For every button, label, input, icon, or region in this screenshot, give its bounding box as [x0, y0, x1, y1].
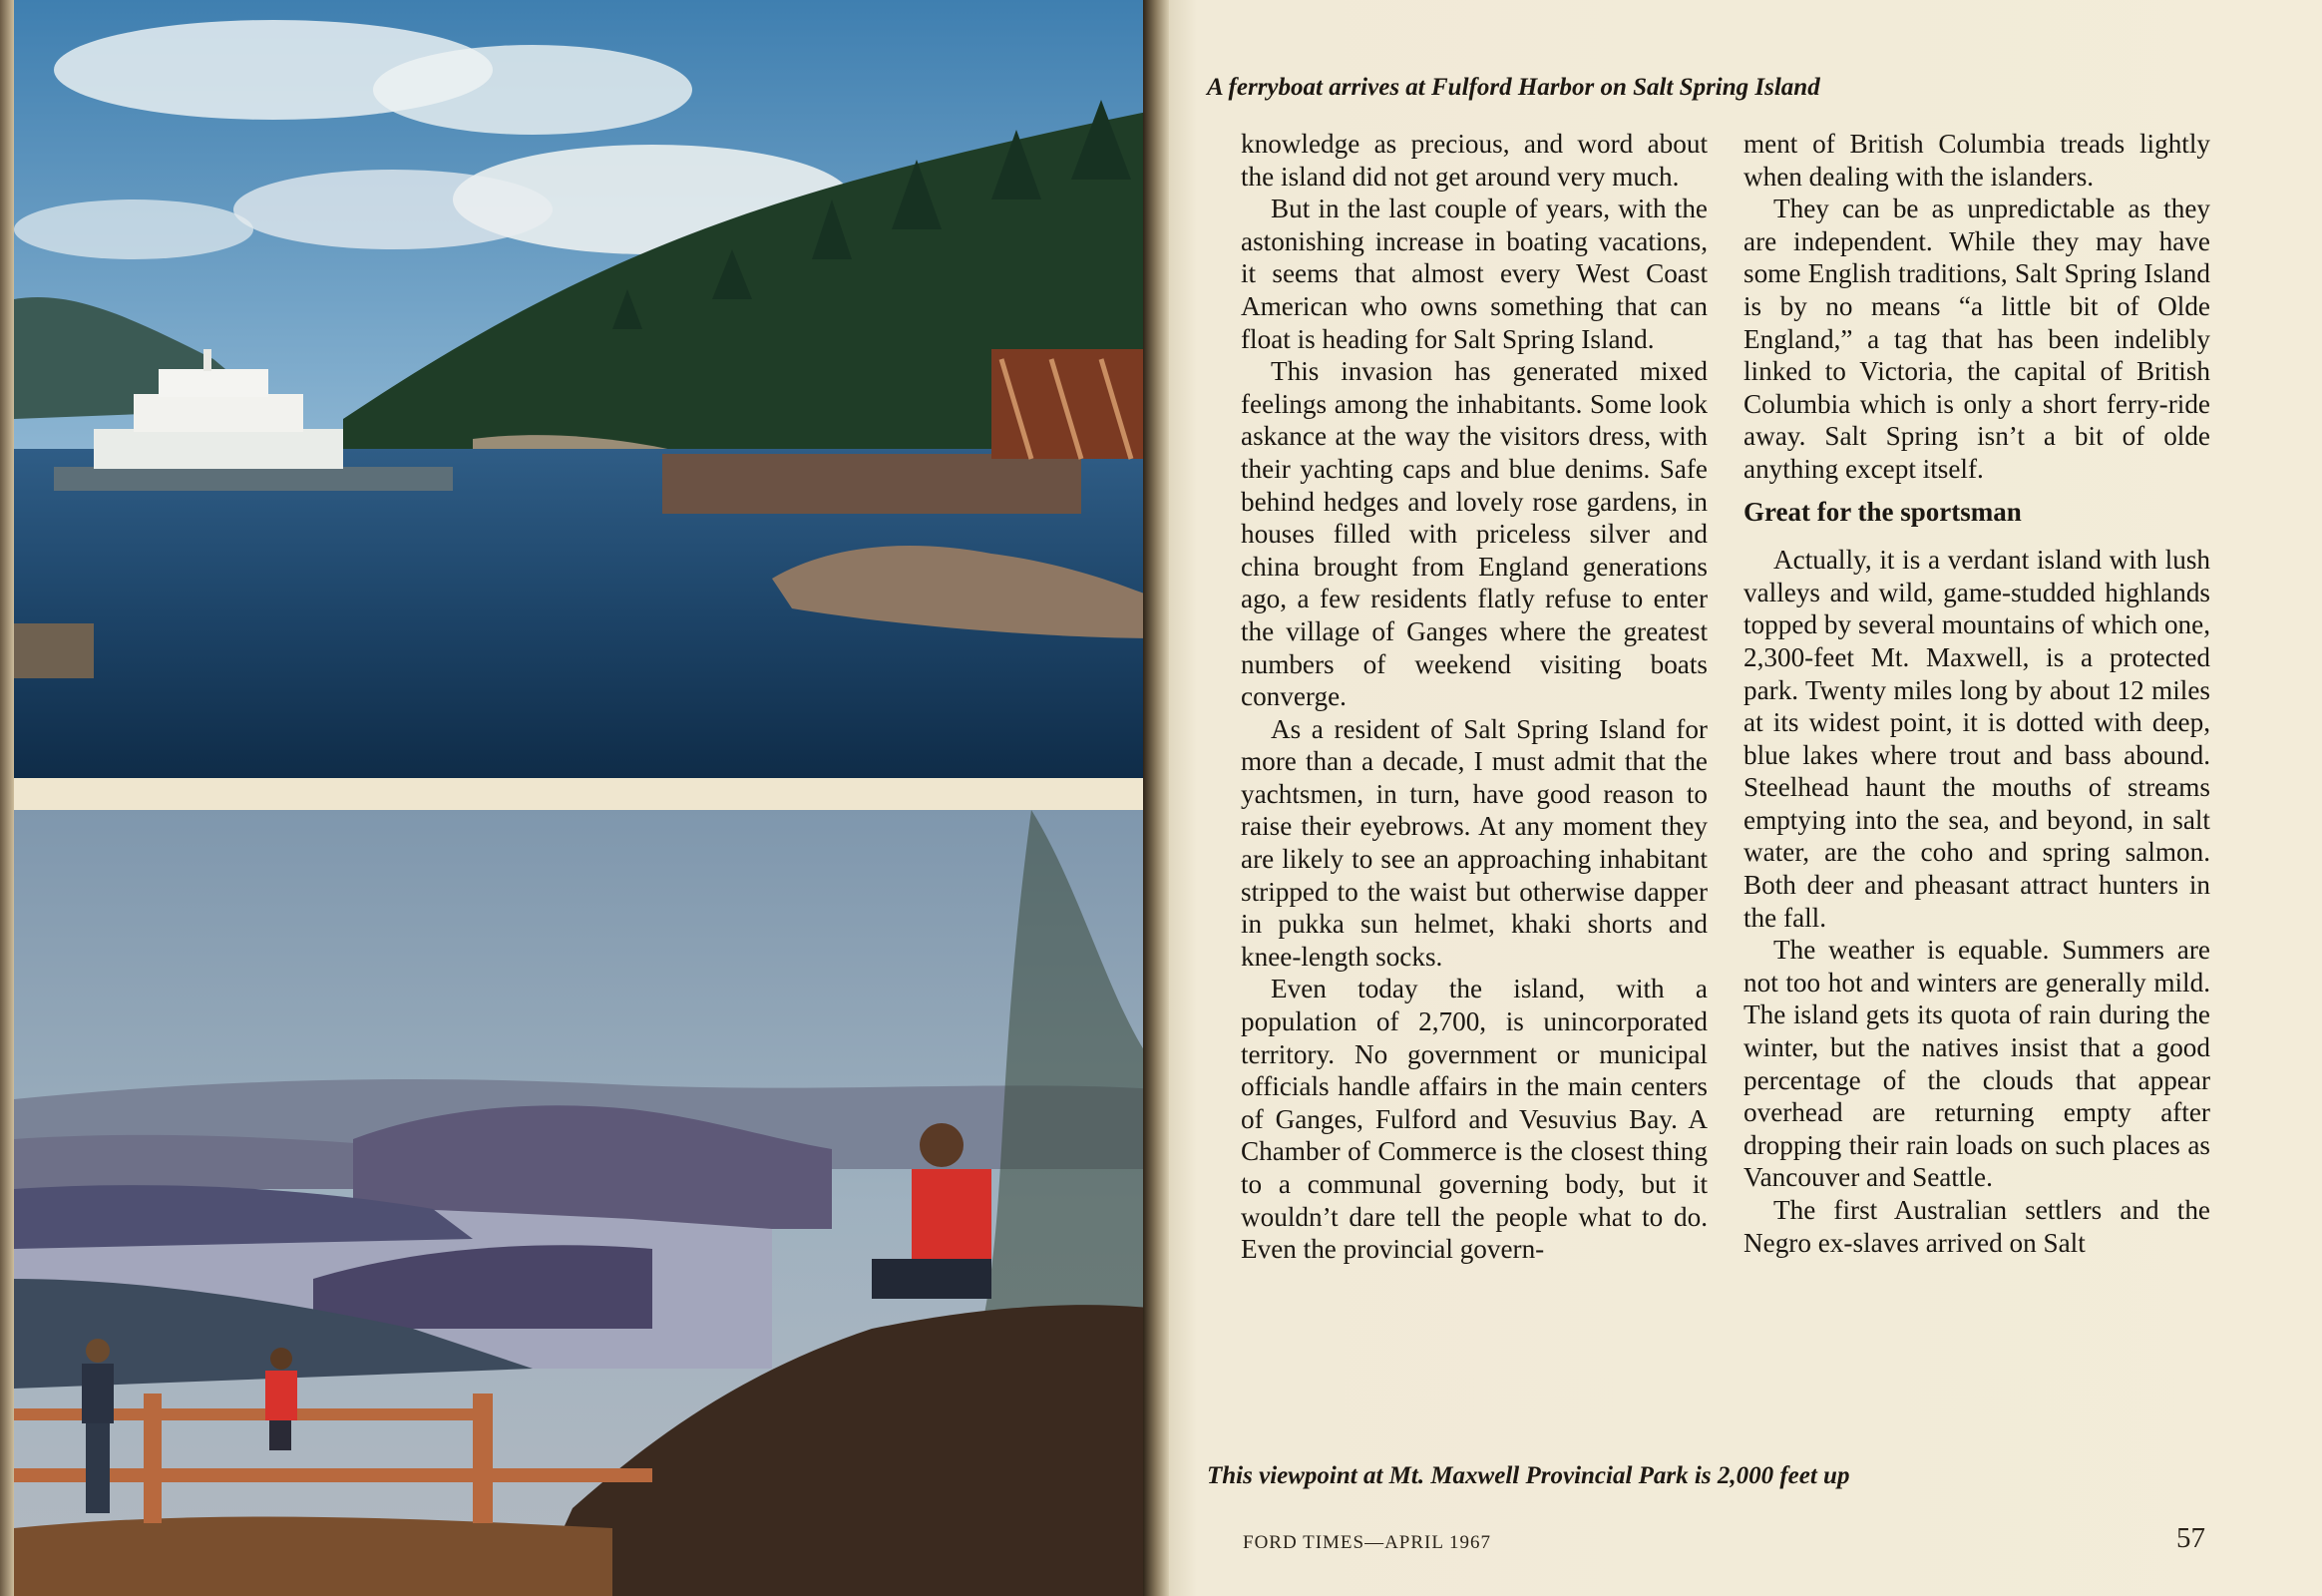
text-column-2 [1743, 128, 2210, 1259]
paragraph: ment of British Columbia treads lightly when dealing with the islanders. [1743, 129, 2210, 192]
page-number: 57 [2176, 1522, 2205, 1554]
text-column-1 [1241, 128, 1708, 1266]
viewpoint-photo-illustration [14, 810, 1157, 1596]
paragraph: Actually, it is a verdant island with lush valleys and wild, game-studded highlands topped by several mountains of which one, 2,300-feet Mt. Maxwell, is a protected park. Twenty miles long by about 12 miles at its widest point, it is dotted with deep, blue lakes where trout and bass abound. Steelhead haunt the mouths of streams emptying into the sea, and beyond, in salt water, are the coho and spring salmon. Both deer and pheasant attract hunters in the fall. [1743, 545, 2210, 933]
section-subheading: Great for the sportsman [1743, 496, 2022, 527]
page-edge [0, 0, 14, 1596]
paragraph: knowledge as precious, and word about the island did not get around very much. [1241, 129, 1708, 192]
paragraph: As a resident of Salt Spring Island for more than a decade, I must admit that the yachtsmen, in turn, have good reason to raise their eyebrows. At any moment they are likely to see an approaching inhabitant stripped to the waist but otherwise dapper in pukka sun helmet, khaki shorts and knee-length socks. [1241, 713, 1708, 972]
ferry-photo [14, 0, 1157, 778]
paragraph: They can be as unpredictable as they are independent. While they may have some English traditions, Salt Spring Island is by no means “a little bit of Olde England,” a tag that has been indelibly linked to Victoria, the capital of British Columbia which is only a short ferry-ride away. Salt Spring isn’t a bit of olde anything except itself. [1743, 194, 2210, 484]
left-page [0, 0, 1157, 1596]
paragraph: Even today the island, with a population of 2,700, is unincorporated territory. No government or municipal officials handle affairs in the main centers of Ganges, Fulford and Vesuvius Bay. A Chamber of Commerce is the closest thing to a communal governing body, but it wouldn’t dare tell the people what to do. Even the provincial govern- [1241, 974, 1708, 1265]
paragraph: This invasion has generated mixed feelings among the inhabitants. Some look askance at the way the visitors dress, with their yachting caps and blue denims. Safe behind hedges and lovely rose gardens, in houses filled with priceless silver and china brought from England generations ago, a few residents flatly refuse to enter the village of Ganges where the greatest numbers of weekend visiting boats converge. [1241, 356, 1708, 712]
bottom-photo-caption: This viewpoint at Mt. Maxwell Provincial Park is 2,000 feet up [1207, 1462, 1850, 1489]
magazine-footer: FORD TIMES—APRIL 1967 [1243, 1532, 1492, 1553]
book-gutter [1143, 0, 1169, 1596]
top-photo-caption: A ferryboat arrives at Fulford Harbor on Salt Spring Island [1207, 74, 1820, 101]
right-page [1157, 0, 2322, 1596]
paragraph: The weather is equable. Summers are not too hot and winters are generally mild. The island gets its quota of rain during the winter, but the natives insist that a good percentage of the clouds that appear overhead are returning empty after dropping their rain loads on such places as Vancouver and Seattle. [1743, 935, 2210, 1193]
paragraph: The first Australian settlers and the Negro ex-slaves arrived on Salt [1743, 1195, 2210, 1258]
paragraph: But in the last couple of years, with the astonishing increase in boating vacations, it seems that almost every West Coast American who owns something that can float is heading for Salt Spring Island. [1241, 194, 1708, 354]
ferry-photo-illustration [14, 0, 1157, 778]
viewpoint-photo [14, 810, 1157, 1596]
